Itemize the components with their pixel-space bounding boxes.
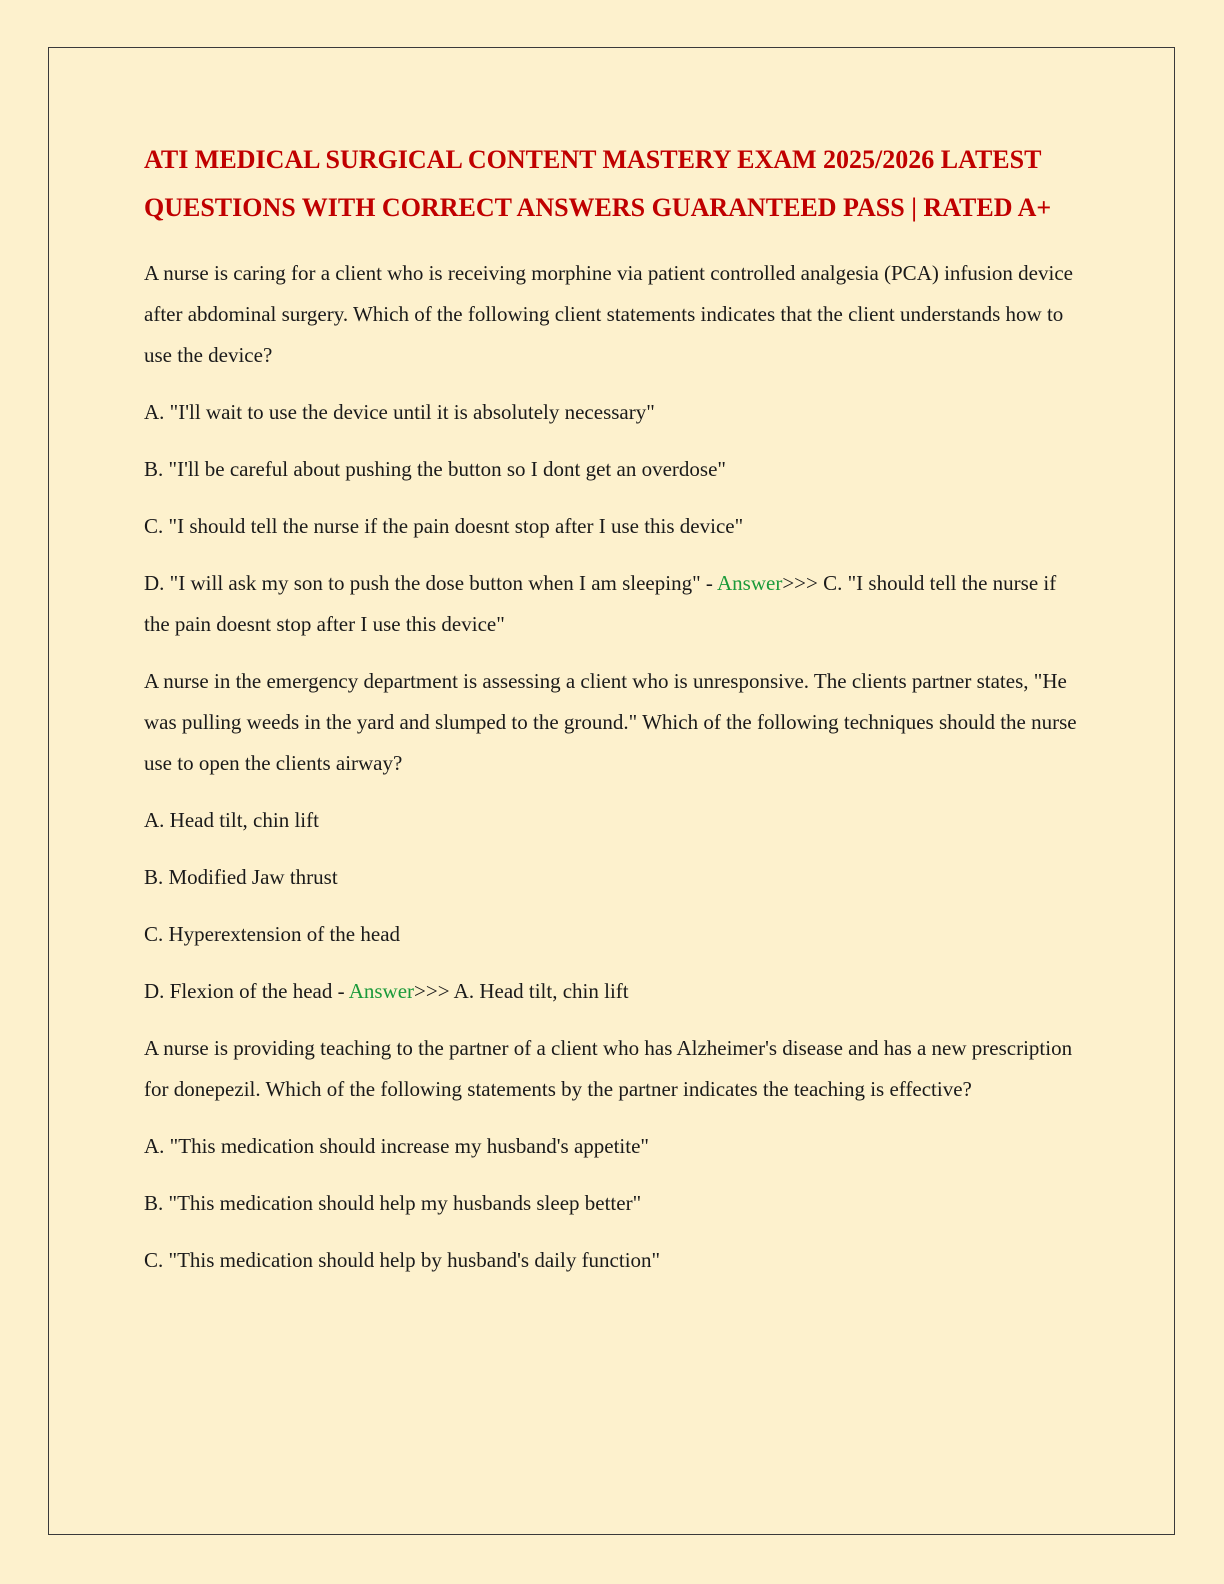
- option-c: C. Hyperextension of the head: [144, 922, 401, 946]
- option-a: A. "This medication should increase my husband's appetite": [144, 1134, 649, 1158]
- answer-text: >>> C. "I should tell the nurse if the pain doesnt stop after I use this device": [144, 571, 1057, 636]
- answer-label: Answer: [717, 571, 783, 595]
- question-stem: A nurse in the emergency department is assessing a client who is unresponsive. The clients partner states, "He was pulling weeds in the yard and slumped to the ground." Which of the following techniques should the nurse use to open the clients airway?: [144, 669, 1077, 775]
- option-d-with-answer: [144, 971, 1084, 1012]
- option-b: B. Modified Jaw thrust: [144, 865, 338, 889]
- option-c: C. "This medication should help by husband's daily function": [144, 1248, 661, 1272]
- option-a: A. Head tilt, chin lift: [144, 808, 319, 832]
- document-body: [144, 136, 1084, 1297]
- option-b: B. "This medication should help my husbands sleep better": [144, 1191, 642, 1215]
- option-b: B. "I'll be careful about pushing the button so I dont get an overdose": [144, 457, 726, 481]
- question-1: [144, 253, 1084, 645]
- answer-label: Answer: [348, 979, 415, 1003]
- option-d: D. Flexion of the head -: [144, 979, 349, 1003]
- question-stem: A nurse is caring for a client who is receiving morphine via patient controlled analgesia (PCA) infusion device after abdominal surgery. Which of the following client statements indicates that the client understands how to use the device?: [144, 261, 1073, 367]
- option-d: D. "I will ask my son to push the dose button when I am sleeping" -: [144, 571, 717, 595]
- question-stem: A nurse is providing teaching to the partner of a client who has Alzheimer's disease and has a new prescription for donepezil. Which of the following statements by the partner indicates the teaching is effective?: [144, 1036, 1073, 1101]
- option-c: C. "I should tell the nurse if the pain doesnt stop after I use this device": [144, 514, 744, 538]
- answer-text: >>> A. Head tilt, chin lift: [414, 979, 629, 1003]
- question-3: [144, 1028, 1084, 1281]
- question-2: [144, 661, 1084, 1012]
- document-title: ATI MEDICAL SURGICAL CONTENT MASTERY EXAM 2025/2026 LATEST QUESTIONS WITH CORRECT ANSWERS GUARANTEED PASS | RATED A+: [144, 145, 1052, 222]
- option-a: A. "I'll wait to use the device until it is absolutely necessary": [144, 400, 655, 424]
- option-d-with-answer: [144, 563, 1084, 645]
